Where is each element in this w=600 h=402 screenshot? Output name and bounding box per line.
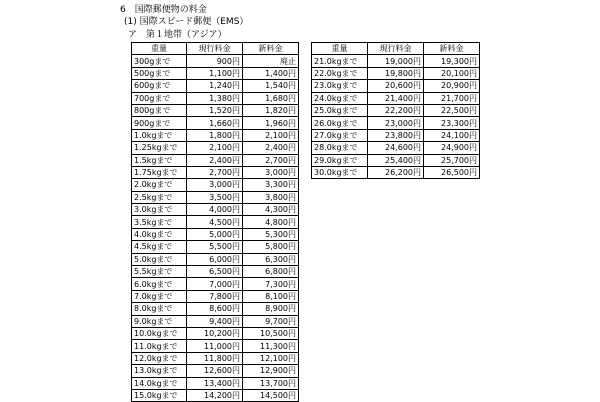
table-row: [132, 80, 299, 92]
new-rate-cell: 1,400円: [243, 67, 299, 79]
table-row: [132, 166, 299, 178]
table-row: [132, 129, 299, 141]
table-row: [132, 315, 299, 327]
new-rate-cell: 1,820円: [243, 104, 299, 116]
header-weight: 重量: [132, 43, 187, 55]
weight-cell: 13.0kgまで: [132, 365, 187, 377]
current-rate-cell: 1,800円: [187, 129, 243, 141]
new-rate-cell: 22,500円: [424, 104, 480, 116]
current-rate-cell: 4,000円: [187, 204, 243, 216]
table-row: [132, 266, 299, 278]
table-row: [312, 117, 480, 129]
weight-cell: 4.5kgまで: [132, 241, 187, 253]
table-row: [132, 179, 299, 191]
new-rate-cell: 20,900円: [424, 80, 480, 92]
weight-cell: 6.0kgまで: [132, 278, 187, 290]
current-rate-cell: 900円: [187, 55, 243, 67]
zone-title: ア 第１地帯（アジア）: [128, 30, 227, 40]
table-row: [312, 67, 480, 79]
current-rate-cell: 1,100円: [187, 67, 243, 79]
new-rate-cell: 2,700円: [243, 154, 299, 166]
weight-cell: 15.0kgまで: [132, 389, 187, 401]
new-rate-cell: 8,900円: [243, 303, 299, 315]
weight-cell: 1.5kgまで: [132, 154, 187, 166]
table-row: [132, 67, 299, 79]
table-row: [312, 104, 480, 116]
table-header-row: [312, 43, 480, 55]
table-row: [132, 340, 299, 352]
rate-table-right-body: [312, 55, 480, 179]
table-row: [312, 80, 480, 92]
weight-cell: 23.0kgまで: [312, 80, 368, 92]
table-row: [132, 228, 299, 240]
weight-cell: 4.0kgまで: [132, 228, 187, 240]
weight-cell: 11.0kgまで: [132, 340, 187, 352]
table-row: [132, 303, 299, 315]
weight-cell: 3.0kgまで: [132, 204, 187, 216]
new-rate-cell: 4,300円: [243, 204, 299, 216]
rate-table-right: [311, 42, 480, 179]
table-row: [132, 278, 299, 290]
rate-table-left: [131, 42, 299, 402]
current-rate-cell: 8,600円: [187, 303, 243, 315]
weight-cell: 5.5kgまで: [132, 266, 187, 278]
current-rate-cell: 1,660円: [187, 117, 243, 129]
new-rate-cell: 3,800円: [243, 191, 299, 203]
current-rate-cell: 3,500円: [187, 191, 243, 203]
table-row: [132, 241, 299, 253]
current-rate-cell: 11,800円: [187, 352, 243, 364]
new-rate-cell: 4,800円: [243, 216, 299, 228]
header-new-rate: 新料金: [424, 43, 480, 55]
new-rate-cell: 21,700円: [424, 92, 480, 104]
weight-cell: 5.0kgまで: [132, 253, 187, 265]
weight-cell: 1.75kgまで: [132, 166, 187, 178]
header-new-rate: 新料金: [243, 43, 299, 55]
new-rate-cell: 3,000円: [243, 166, 299, 178]
new-rate-cell: 6,300円: [243, 253, 299, 265]
current-rate-cell: 2,100円: [187, 142, 243, 154]
weight-cell: 1.25kgまで: [132, 142, 187, 154]
table-header-row: [132, 43, 299, 55]
weight-cell: 22.0kgまで: [312, 67, 368, 79]
weight-cell: 700gまで: [132, 92, 187, 104]
new-rate-cell: 3,300円: [243, 179, 299, 191]
current-rate-cell: 7,000円: [187, 278, 243, 290]
weight-cell: 2.0kgまで: [132, 179, 187, 191]
current-rate-cell: 23,000円: [368, 117, 424, 129]
table-row: [132, 92, 299, 104]
current-rate-cell: 1,240円: [187, 80, 243, 92]
new-rate-cell: 2,400円: [243, 142, 299, 154]
new-rate-cell: 1,960円: [243, 117, 299, 129]
weight-cell: 3.5kgまで: [132, 216, 187, 228]
weight-cell: 29.0kgまで: [312, 154, 368, 166]
current-rate-cell: 14,200円: [187, 389, 243, 401]
new-rate-cell: 5,800円: [243, 241, 299, 253]
new-rate-cell: 24,900円: [424, 142, 480, 154]
table-row: [312, 154, 480, 166]
table-row: [312, 92, 480, 104]
weight-cell: 2.5kgまで: [132, 191, 187, 203]
header-current-rate: 現行料金: [187, 43, 243, 55]
table-row: [132, 377, 299, 389]
new-rate-cell: 6,800円: [243, 266, 299, 278]
weight-cell: 30.0kgまで: [312, 166, 368, 178]
current-rate-cell: 13,400円: [187, 377, 243, 389]
current-rate-cell: 6,500円: [187, 266, 243, 278]
weight-cell: 9.0kgまで: [132, 315, 187, 327]
current-rate-cell: 20,600円: [368, 80, 424, 92]
table-row: [132, 253, 299, 265]
current-rate-cell: 1,380円: [187, 92, 243, 104]
weight-cell: 800gまで: [132, 104, 187, 116]
weight-cell: 300gまで: [132, 55, 187, 67]
weight-cell: 900gまで: [132, 117, 187, 129]
table-row: [132, 55, 299, 67]
current-rate-cell: 2,700円: [187, 166, 243, 178]
new-rate-cell: 12,100円: [243, 352, 299, 364]
new-rate-cell: 19,300円: [424, 55, 480, 67]
new-rate-cell: 1,680円: [243, 92, 299, 104]
new-rate-cell: 5,300円: [243, 228, 299, 240]
weight-cell: 10.0kgまで: [132, 327, 187, 339]
table-row: [312, 142, 480, 154]
current-rate-cell: 2,400円: [187, 154, 243, 166]
current-rate-cell: 19,000円: [368, 55, 424, 67]
current-rate-cell: 5,500円: [187, 241, 243, 253]
new-rate-cell: 13,700円: [243, 377, 299, 389]
new-rate-cell: 24,100円: [424, 129, 480, 141]
new-rate-cell: 12,900円: [243, 365, 299, 377]
current-rate-cell: 4,500円: [187, 216, 243, 228]
weight-cell: 25.0kgまで: [312, 104, 368, 116]
current-rate-cell: 9,400円: [187, 315, 243, 327]
current-rate-cell: 12,600円: [187, 365, 243, 377]
weight-cell: 27.0kgまで: [312, 129, 368, 141]
current-rate-cell: 22,200円: [368, 104, 424, 116]
current-rate-cell: 3,000円: [187, 179, 243, 191]
new-rate-cell: 20,100円: [424, 67, 480, 79]
table-row: [312, 129, 480, 141]
table-row: [132, 216, 299, 228]
table-row: [132, 352, 299, 364]
current-rate-cell: 25,400円: [368, 154, 424, 166]
header-weight: 重量: [312, 43, 368, 55]
rate-table-left-body: [132, 55, 299, 402]
current-rate-cell: 23,800円: [368, 129, 424, 141]
weight-cell: 24.0kgまで: [312, 92, 368, 104]
weight-cell: 600gまで: [132, 80, 187, 92]
table-row: [132, 290, 299, 302]
current-rate-cell: 26,200円: [368, 166, 424, 178]
weight-cell: 12.0kgまで: [132, 352, 187, 364]
new-rate-cell: 25,700円: [424, 154, 480, 166]
weight-cell: 7.0kgまで: [132, 290, 187, 302]
table-row: [132, 142, 299, 154]
section-title: 6 国際郵便物の料金: [120, 5, 207, 15]
weight-cell: 1.0kgまで: [132, 129, 187, 141]
weight-cell: 26.0kgまで: [312, 117, 368, 129]
table-row: [132, 104, 299, 116]
table-row: [132, 204, 299, 216]
table-row: [132, 365, 299, 377]
new-rate-cell: 2,100円: [243, 129, 299, 141]
table-row: [312, 166, 480, 178]
current-rate-cell: 7,800円: [187, 290, 243, 302]
table-row: [312, 55, 480, 67]
header-current-rate: 現行料金: [368, 43, 424, 55]
new-rate-cell: 8,100円: [243, 290, 299, 302]
new-rate-cell: 1,540円: [243, 80, 299, 92]
table-row: [132, 327, 299, 339]
current-rate-cell: 1,520円: [187, 104, 243, 116]
weight-cell: 14.0kgまで: [132, 377, 187, 389]
current-rate-cell: 10,200円: [187, 327, 243, 339]
subsection-title: (1) 国際スピード郵便（EMS）: [124, 17, 249, 27]
new-rate-cell: 26,500円: [424, 166, 480, 178]
table-row: [132, 154, 299, 166]
current-rate-cell: 24,600円: [368, 142, 424, 154]
new-rate-cell: 23,300円: [424, 117, 480, 129]
current-rate-cell: 11,000円: [187, 340, 243, 352]
new-rate-cell: 14,500円: [243, 389, 299, 401]
new-rate-cell: 廃止: [243, 55, 299, 67]
current-rate-cell: 5,000円: [187, 228, 243, 240]
weight-cell: 21.0kgまで: [312, 55, 368, 67]
new-rate-cell: 9,700円: [243, 315, 299, 327]
weight-cell: 28.0kgまで: [312, 142, 368, 154]
current-rate-cell: 19,800円: [368, 67, 424, 79]
weight-cell: 500gまで: [132, 67, 187, 79]
current-rate-cell: 21,400円: [368, 92, 424, 104]
new-rate-cell: 11,300円: [243, 340, 299, 352]
weight-cell: 8.0kgまで: [132, 303, 187, 315]
table-row: [132, 117, 299, 129]
current-rate-cell: 6,000円: [187, 253, 243, 265]
new-rate-cell: 10,500円: [243, 327, 299, 339]
table-row: [132, 191, 299, 203]
new-rate-cell: 7,300円: [243, 278, 299, 290]
